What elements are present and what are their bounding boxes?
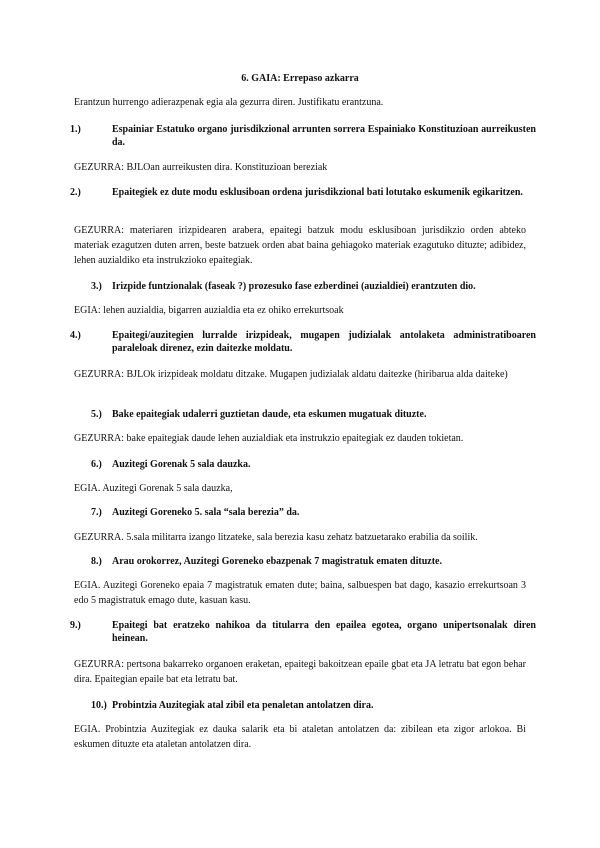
answer-text: . Auzitegi Goreneko epaia 7 magistratuk ematen dute; baina, salbuespen bat dago, kasazio errekurtsoan 3 edo 5 magistratuk emago dute, kasuan kasu. [74, 580, 526, 606]
question-6 [91, 458, 515, 471]
answer-verdict: GEZURRA [74, 532, 122, 543]
answer-text: : pertsona bakarreko organoen eraketan, epaitegi bakoitzean epaile gbat eta JA letratu bat egon behar dira. Epaitegian epaile bat eta letratu bat. [74, 659, 526, 685]
answer-verdict: GEZURRA [74, 225, 122, 236]
question-number: 4.) [70, 330, 81, 341]
question-text: Bake epaitegiak udalerri guztietan daude, eta eskumen mugatuak dituzte. [112, 409, 427, 420]
answer-verdict: EGIA [74, 483, 98, 494]
answer-9 [74, 657, 526, 687]
question-number: 6.) [91, 459, 102, 470]
answer-text: : lehen auzialdia, bigarren auzialdia eta ez ohiko errekurtsoak [97, 305, 344, 316]
question-text: Epaitegiek ez dute modu esklusiboan ordena jurisdikzional bati lotutako eskumenik egikaritzen. [112, 187, 523, 198]
answer-verdict: GEZURRA [74, 433, 122, 444]
question-number: 3.) [91, 281, 102, 292]
question-number: 8.) [91, 556, 102, 567]
question-number: 7.) [91, 507, 102, 518]
page-title: 6. GAIA: Errepaso azkarra [241, 73, 359, 84]
question-text: Irizpide funtzionalak (faseak ?) prozesuko fase ezberdinei (auzialdiei) erantzuten dio. [112, 281, 476, 292]
question-text: Auzitegi Goreneko 5. sala “sala berezia” da. [112, 507, 300, 518]
question-text: Arau orokorrez, Auzitegi Goreneko ebazpenak 7 magistratuk ematen dituzte. [112, 556, 442, 567]
answer-verdict: GEZURRA [74, 659, 122, 670]
question-8 [91, 555, 515, 568]
answer-text: : BJLOk irizpideak moldatu ditzake. Mugapen judizialak aldatu daitezke (hiribarua alda daiteke) [121, 369, 508, 380]
question-number: 2.) [70, 187, 81, 198]
question-7 [91, 506, 515, 519]
answer-4 [74, 367, 526, 382]
answer-text: : materiaren irizpidearen arabera, epaitegi batzuk modu esklusiboan jurisdikzio orden abteko materiak ezagutzen duten arren, beste batzuek orden abat baina gehiagoko materiak ezagutuko dituzte; adibidez, lehen auzialdiko eta instrukzioko epaitegiak. [74, 225, 526, 266]
answer-2 [74, 223, 526, 268]
answer-text: . Auzitegi Gorenak 5 sala dauzka, [97, 483, 233, 494]
question-9 [70, 619, 536, 645]
answer-verdict: GEZURRA [74, 162, 122, 173]
answer-verdict: EGIA [74, 305, 98, 316]
question-text: Espainiar Estatuko organo jurisdikzional arrunten sorrera Espainiako Konstituzioan aurreikusten da. [112, 124, 536, 148]
question-number: 10.) [91, 700, 107, 711]
question-4 [70, 329, 536, 355]
question-text: Auzitegi Gorenak 5 sala dauzka. [112, 459, 251, 470]
answer-5 [74, 431, 526, 446]
answer-text: . Probintzia Auzitegiak ez dauka salarik eta bi ataletan antolatzen da: zibilean eta zigor arlokoa. Bi eskumen dituzte eta ataletan antolatzen dira. [74, 724, 526, 750]
answer-7 [74, 530, 526, 545]
question-2 [70, 186, 536, 199]
answer-verdict: EGIA [74, 580, 98, 591]
answer-1 [74, 160, 526, 175]
answer-verdict: GEZURRA [74, 369, 122, 380]
question-number: 1.) [70, 124, 81, 135]
question-3 [91, 280, 515, 293]
answer-text: : BJLOan aurreikusten dira. Konstituzioan bereziak [121, 162, 328, 173]
answer-10 [74, 722, 526, 752]
question-number: 9.) [70, 620, 81, 631]
answer-8 [74, 578, 526, 608]
question-text: Epaitegi/auzitegien lurralde irizpideak, mugapen judizialak antolaketa administratiboaren paraleloak direnez, ezin daitezke moldatu. [112, 330, 536, 354]
question-number: 5.) [91, 409, 102, 420]
instructions: Erantzun hurrengo adierazpenak egia ala gezurra diren. Justifikatu erantzuna. [74, 97, 384, 108]
question-text: Epaitegi bat eratzeko nahikoa da titularra den epailea egotea, organo unipertsonalak diren heinean. [112, 620, 536, 644]
answer-verdict: EGIA [74, 724, 98, 735]
question-text: Probintzia Auzitegiak atal zibil eta penaletan antolatzen dira. [112, 700, 374, 711]
question-5 [91, 408, 515, 421]
question-1 [70, 123, 536, 149]
answer-6 [74, 481, 526, 496]
answer-text: . 5.sala militarra izango litzateke, sala berezia kasu zehatz batzuetarako erabilia da soilik. [121, 532, 478, 543]
question-10 [91, 699, 515, 712]
answer-3 [74, 303, 526, 318]
answer-text: : bake epaitegiak daude lehen auzialdiak eta instrukzio epaitegiak ez dauden tokietan. [121, 433, 464, 444]
